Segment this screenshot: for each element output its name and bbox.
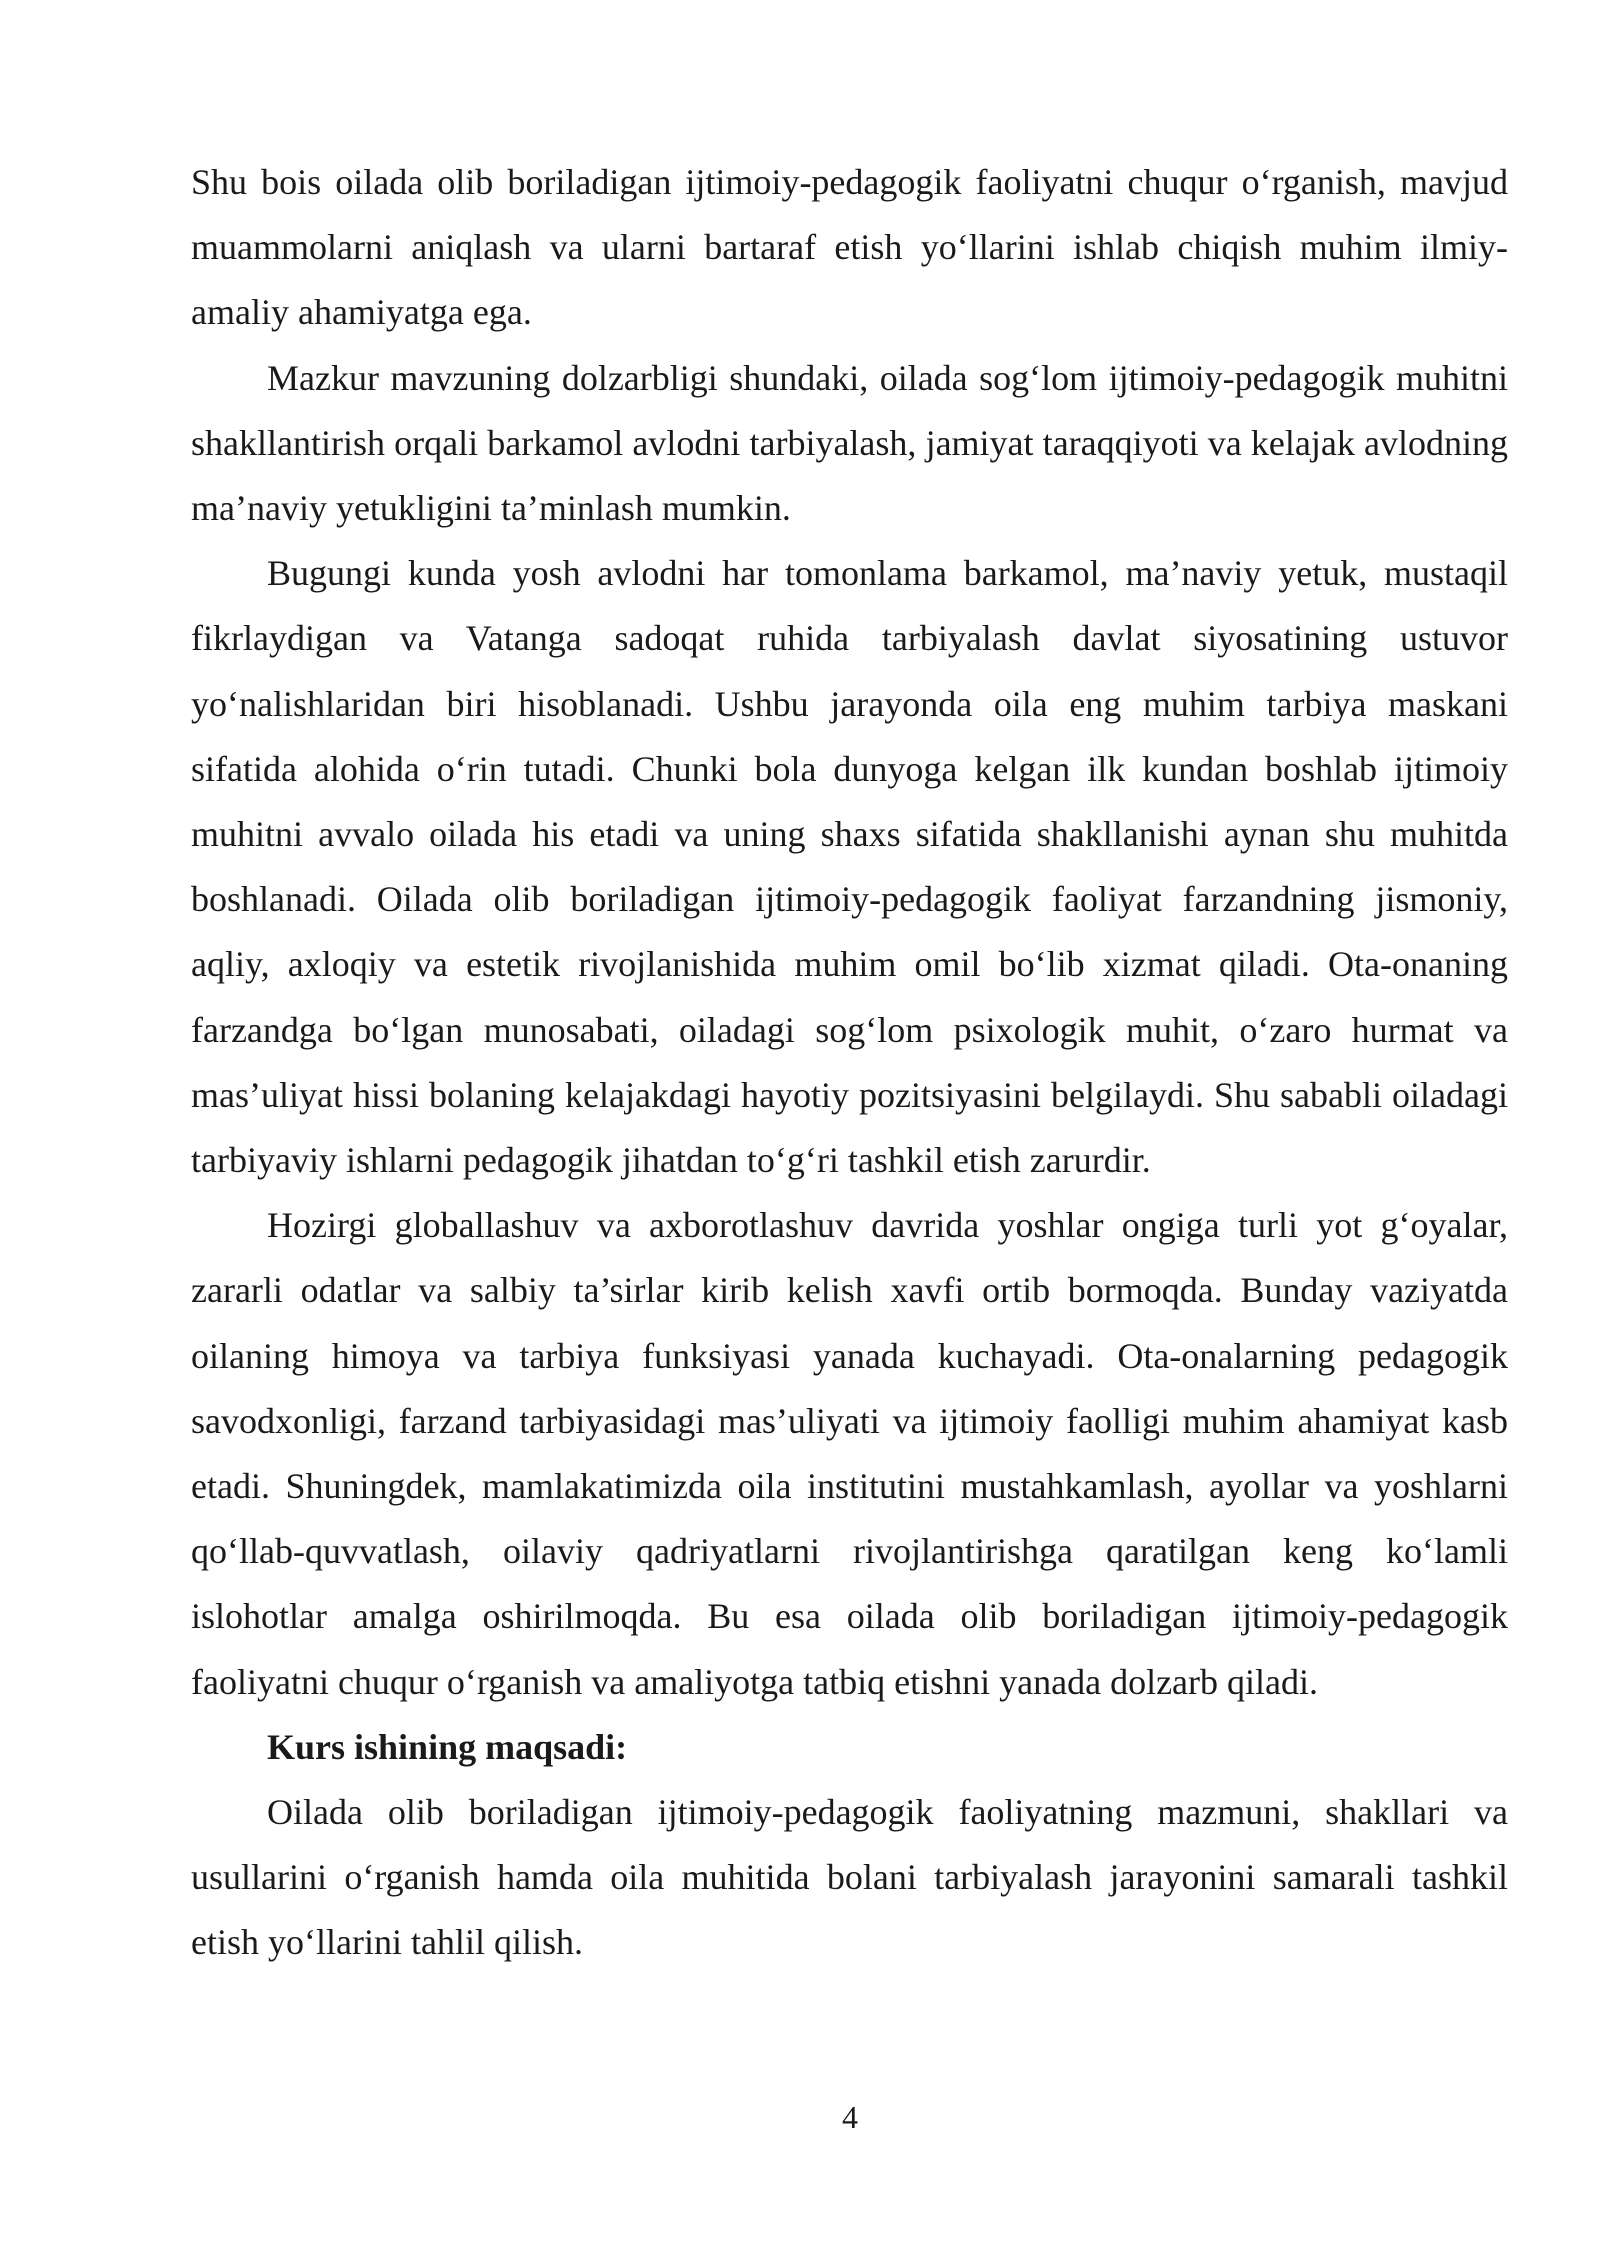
paragraph-goal: Oilada olib boriladigan ijtimoiy-pedagogik faoliyatning mazmuni, shakllari va usullarini o‘rganish hamda oila muhitida bolani tarbiyalash jarayonini samarali tashkil etish yo‘llarini tahlil qilish. (191, 1792, 1508, 1963)
paragraph-continuation: Shu bois oilada olib boriladigan ijtimoiy-pedagogik faoliyatni chuqur o‘rganish, mavjud muammolarni aniqlash va ularni bartaraf etish yo‘llarini ishlab chiqish muhim ilmiy-amaliy ahamiyatga ega. (191, 162, 1508, 333)
paragraph-family-role: Bugungi kunda yosh avlodni har tomonlama barkamol, ma’naviy yetuk, mustaqil fikrlaydigan va Vatanga sadoqat ruhida tarbiyalash davlat siyosatining ustuvor yo‘nalishlaridan biri hisoblanadi. Ushbu jarayonda oila eng muhim tarbiya maskani sifatida alohida o‘rin tutadi. Chunki bola dunyoga kelgan ilk kundan boshlab ijtimoiy muhitni avvalo oilada his etadi va uning shaxs sifatida shakllanishi aynan shu muhitda boshlanadi. Oilada olib boriladigan ijtimoiy-pedagogik faoliyat farzandning jismoniy, aqliy, axloqiy va estetik rivojlanishida muhim omil bo‘lib xizmat qiladi. Ota-onaning farzandga bo‘lgan munosabati, oiladagi sog‘lom psixologik muhit, o‘zaro hurmat va mas’uliyat hissi bolaning kelajakdagi hayotiy pozitsiyasini belgilaydi. Shu sababli oiladagi tarbiyaviy ishlarni pedagogik jihatdan to‘g‘ri tashkil etish zarurdir. (191, 553, 1508, 1181)
page-number: 4 (842, 2099, 858, 2135)
paragraph-relevance: Mazkur mavzuning dolzarbligi shundaki, oilada sog‘lom ijtimoiy-pedagogik muhitni shakllantirish orqali barkamol avlodni tarbiyalash, jamiyat taraqqiyoti va kelajak avlodning ma’naviy yetukligini ta’minlash mumkin. (191, 357, 1508, 529)
paragraph-globalization: Hozirgi globallashuv va axborotlashuv davrida yoshlar ongiga turli yot g‘oyalar, zararli odatlar va salbiy ta’sirlar kirib kelish xavfi ortib bormoqda. Bunday vaziyatda oilaning himoya va tarbiya funksiyasi yanada kuchayadi. Ota-onalarning pedagogik savodxonligi, farzand tarbiyasidagi mas’uliyati va ijtimoiy faolligi muhim ahamiyat kasb etadi. Shuningdek, mamlakatimizda oila institutini mustahkamlash, ayollar va yoshlarni qo‘llab-quvvatlash, oilaviy qadriyatlarni rivojlantirishga qaratilgan keng ko‘lamli islohotlar amalga oshirilmoqda. Bu esa oilada olib boriladigan ijtimoiy-pedagogik faoliyatni chuqur o‘rganish va amaliyotga tatbiq etishni yanada dolzarb qiladi. (191, 1205, 1508, 1702)
page-body (191, 150, 1508, 1976)
section-heading: Kurs ishining maqsadi: (267, 1726, 628, 1767)
